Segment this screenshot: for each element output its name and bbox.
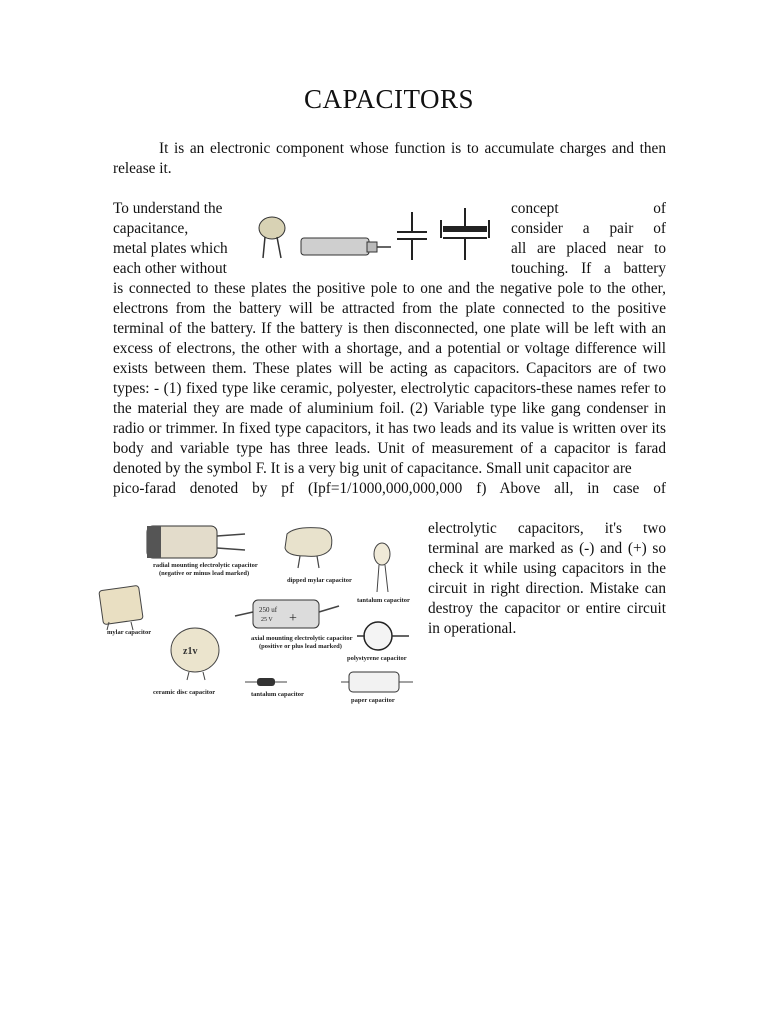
label-radial-2: (negative or minus lead marked) xyxy=(159,570,250,577)
polystyrene-capacitor-icon xyxy=(357,622,409,650)
tantalum-capacitor-icon xyxy=(374,543,390,592)
page-title: CAPACITORS xyxy=(303,84,475,114)
mylar-capacitor-icon xyxy=(99,585,143,630)
wrap-left-line: each other without xyxy=(113,260,227,277)
ceramic-disc-capacitor-icon xyxy=(171,628,219,680)
wrap-right-line: consider a pair of xyxy=(511,220,666,237)
body-last-line: pico-farad denoted by pf (Ipf=1/1000,000,000,000 f) Above all, in case of xyxy=(113,480,666,497)
wrapped-text-left xyxy=(113,199,243,279)
label-polystyrene: polystyrene capacitor xyxy=(347,655,407,662)
wrapped-text-right xyxy=(511,199,666,279)
axial-electrolytic-capacitor-icon xyxy=(235,600,339,628)
label-ceramic-disc: ceramic disc capacitor xyxy=(153,689,216,696)
capacitor-types-illustration xyxy=(95,520,425,710)
tantalum-small-capacitor-icon xyxy=(245,678,287,686)
wrap-right-line: touching. If a battery xyxy=(511,260,666,277)
side-paragraph: electrolytic capacitors, it's two terminal are marked as (-) and (+) so check it while using capacitors in the circuit in right direction. Mistake can destroy the capacitor or entire circuit in operational. xyxy=(428,520,666,637)
capacitor-symbols-figure xyxy=(255,206,500,266)
wrap-left-line: metal plates which xyxy=(113,240,228,257)
polarized-capacitor-symbol-icon xyxy=(441,208,489,260)
wrap-right-line: concept of xyxy=(511,200,666,217)
radial-electrolytic-capacitor-icon xyxy=(147,526,245,558)
axial-marking-value: 250 uf xyxy=(259,606,278,614)
label-tantalum-bottom: tantalum capacitor xyxy=(251,691,304,698)
body-paragraph xyxy=(113,279,666,499)
label-axial-2: (positive or plus lead marked) xyxy=(259,643,342,650)
label-axial-1: axial mounting electrolytic capacitor xyxy=(251,635,353,642)
wrap-left-line: To understand the xyxy=(113,200,223,217)
axial-marking-voltage: 25 V xyxy=(261,617,273,623)
capacitor-symbol-icon xyxy=(397,212,427,260)
body-text: is connected to these plates the positive pole to one and the negative pole to the other, electrons from the battery will be attracted from the plate connected to the positive terminal of the battery. If the battery is then disconnected, one plate will be left with an excess of electrons, the other with a shortage, and a potential or voltage difference will exists between them. These plates will be acting as capacitors. Capacitors are of two types: - (1) fixed type like ceramic, polyester, electrolytic capacitors-these names refer to the material they are made of aluminium foil. (2) Variable type like gang condenser in radio or trimmer. In fixed type capacitors, it has two leads and its value is written over its body and variable type has three leads. Unit of measurement of a capacitor is farad denoted by the symbol F. It is a very big unit of capacitance. Small unit capacitor are xyxy=(113,280,666,477)
label-dipped-mylar: dipped mylar capacitor xyxy=(287,577,352,584)
axial-plus-mark: + xyxy=(289,611,297,626)
wrap-right-line: all are placed near to xyxy=(511,240,666,257)
label-radial-1: radial mounting electrolytic capacitor xyxy=(153,562,258,569)
electrolytic-capacitor-icon xyxy=(301,238,391,255)
label-paper: paper capacitor xyxy=(351,697,395,704)
label-tantalum-top: tantalum capacitor xyxy=(357,597,410,604)
dipped-mylar-capacitor-icon xyxy=(285,528,332,568)
disc-marking: z1v xyxy=(183,646,198,657)
intro-paragraph: It is an electronic component whose function is to accumulate charges and then release it. xyxy=(113,140,666,177)
wrap-left-line: capacitance, xyxy=(113,220,189,237)
label-mylar: mylar capacitor xyxy=(107,629,152,636)
ceramic-capacitor-icon xyxy=(259,217,285,258)
paper-capacitor-icon xyxy=(341,672,413,692)
